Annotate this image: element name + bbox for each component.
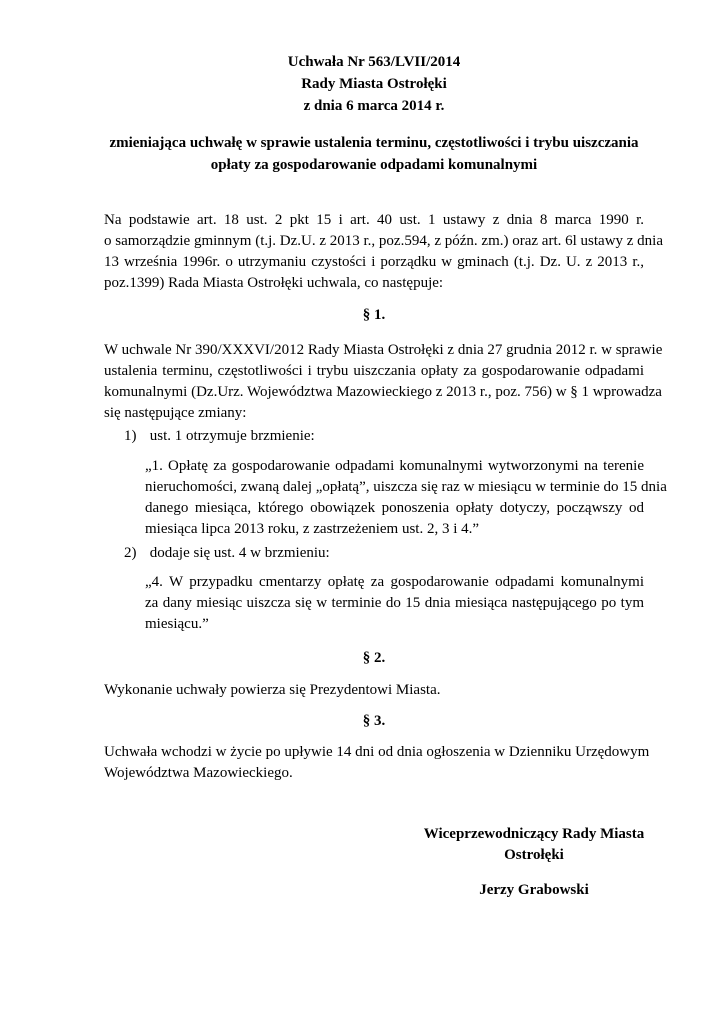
section-3-heading: § 3. (362, 713, 386, 729)
issuing-body: Rady Miasta Ostrołęki (301, 76, 447, 92)
quote-line: „1. Opłatę za gospodarowanie odpadami komunalnymi wytworzonymi na terenie (145, 458, 644, 474)
text-line: Wykonanie uchwały powierza się Prezydentowi Miasta. (104, 682, 441, 698)
signatory-name: Jerzy Grabowski (479, 882, 589, 898)
amendment-item-1 (124, 426, 315, 447)
section-1-heading: § 1. (362, 307, 386, 323)
section-3-text (104, 742, 650, 784)
resolution-header (104, 51, 644, 117)
subject-line: opłaty za gospodarowanie odpadami komunalnymi (210, 157, 538, 173)
text-line: się następujące zmiany: (104, 405, 247, 421)
item-text: dodaje się ust. 4 w brzmieniu: (149, 545, 330, 561)
preamble-paragraph (104, 210, 664, 294)
signatory-title: Wiceprzewodniczący Rady Miasta (423, 826, 645, 842)
section-1-intro (104, 340, 663, 424)
text-line: o samorządzie gminnym (t.j. Dz.U. z 2013 r., poz.594, z późn. zm.) oraz art. 6l ustawy z dnia (104, 233, 664, 249)
item-number: 1) (124, 428, 137, 444)
text-line: Na podstawie art. 18 ust. 2 pkt 15 i art. 40 ust. 1 ustawy z dnia 8 marca 1990 r. (104, 212, 644, 228)
section-2-heading: § 2. (362, 650, 386, 666)
quote-line: „4. W przypadku cmentarzy opłatę za gospodarowanie odpadami komunalnymi (145, 574, 644, 590)
amendment-item-2 (124, 543, 330, 564)
text-line: Województwa Mazowieckiego. (104, 765, 293, 781)
resolution-number: Uchwała Nr 563/LVII/2014 (287, 54, 461, 70)
quote-line: za dany miesiąc uiszcza się w terminie do 15 dnia miesiąca następującego po tym (145, 595, 644, 611)
text-line: komunalnymi (Dz.Urz. Województwa Mazowieckiego z 2013 r., poz. 756) w § 1 wprowadza (104, 384, 662, 400)
item-text: ust. 1 otrzymuje brzmienie: (149, 428, 315, 444)
quote-line: miesiąca lipca 2013 roku, z zastrzeżeniem ust. 2, 3 i 4.” (145, 521, 480, 537)
resolution-date: z dnia 6 marca 2014 r. (303, 98, 445, 114)
text-line: poz.1399) Rada Miasta Ostrołęki uchwala, co następuje: (104, 275, 444, 291)
signatory-title: Ostrołęki (504, 847, 564, 863)
item-number: 2) (124, 545, 137, 561)
amendment-quote-2 (145, 572, 644, 635)
text-line: Uchwała wchodzi w życie po upływie 14 dni od dnia ogłoszenia w Dzienniku Urzędowym (104, 744, 650, 760)
section-2-text (104, 680, 644, 701)
text-line: ustalenia terminu, częstotliwości i trybu uiszczania opłaty za gospodarowanie odpadami (104, 363, 644, 379)
subject-line: zmieniająca uchwałę w sprawie ustalenia terminu, częstotliwości i trybu uiszczania (109, 135, 639, 151)
quote-line: danego miesiąca, którego obowiązek ponoszenia opłaty dotyczy, począwszy od (145, 500, 644, 516)
signature-block (404, 824, 664, 901)
quote-line: miesiącu.” (145, 616, 209, 632)
resolution-subject (104, 132, 644, 176)
amendment-quote-1 (145, 456, 667, 540)
quote-line: nieruchomości, zwaną dalej „opłatą”, uiszcza się raz w miesiącu w terminie do 15 dnia (145, 479, 667, 495)
text-line: 13 września 1996r. o utrzymaniu czystości i porządku w gminach (t.j. Dz. U. z 2013 r., (104, 254, 644, 270)
text-line: W uchwale Nr 390/XXXVI/2012 Rady Miasta Ostrołęki z dnia 27 grudnia 2012 r. w sprawie (104, 342, 663, 358)
